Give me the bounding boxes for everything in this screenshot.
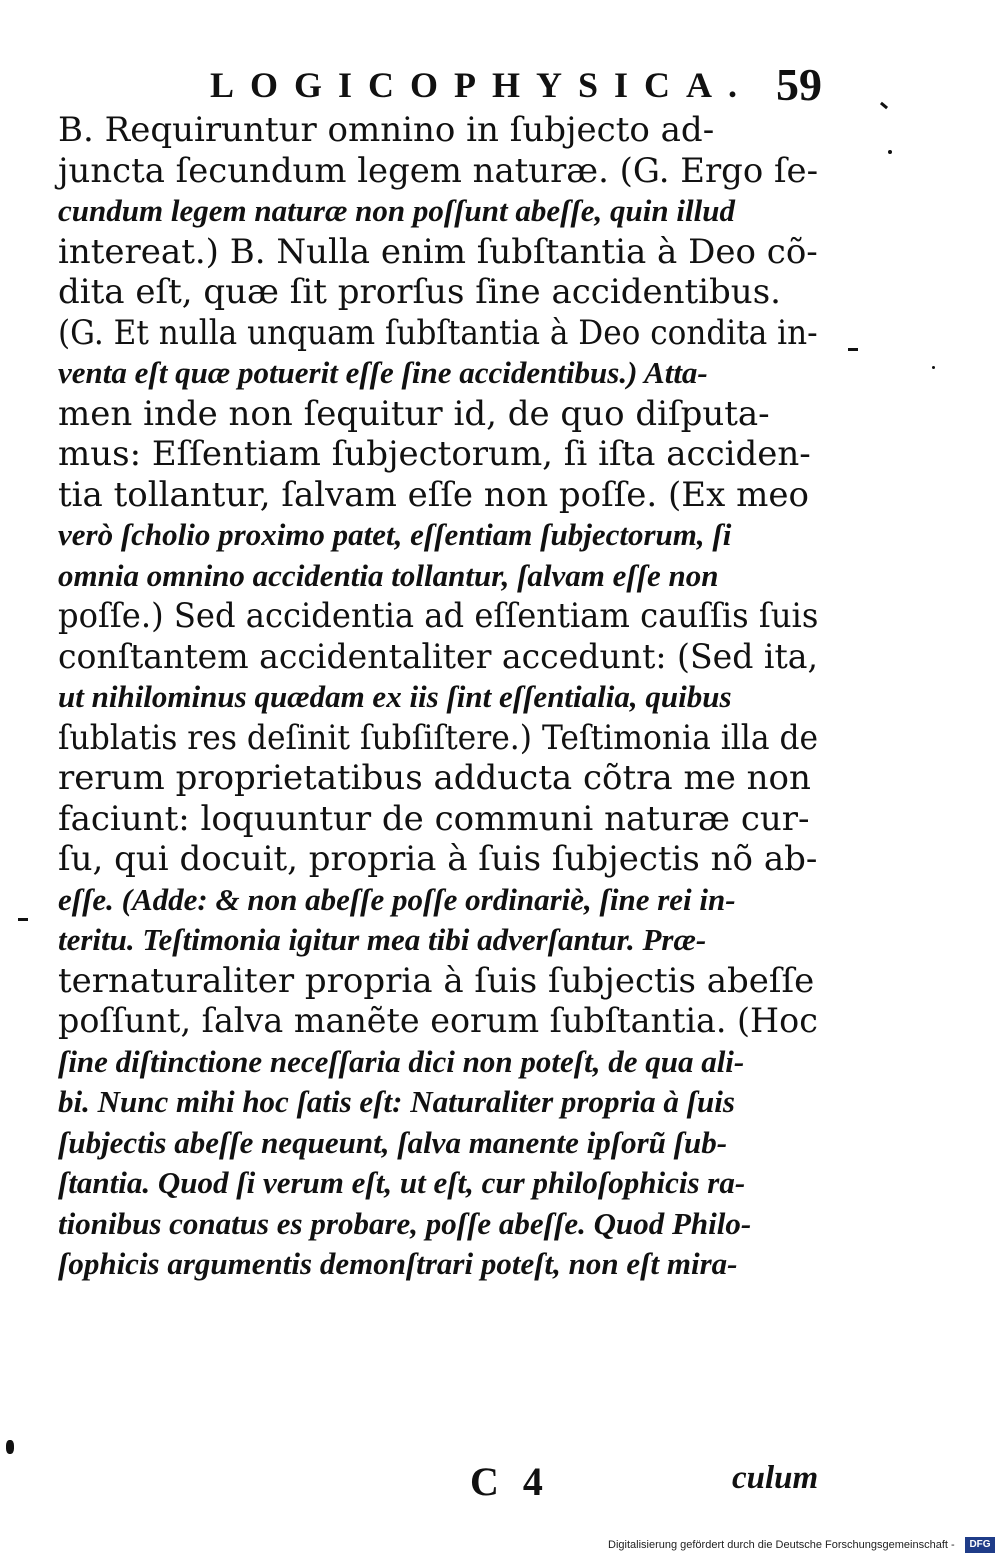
text-line: juncta ſecundum legem naturæ. (G. Ergo ſe- [58,150,819,191]
ink-speck [880,102,888,109]
text-line: tionibus conatus es probare, poſſe abeſſe. Quod Philo- [58,1205,752,1241]
page-number: 59 [776,59,822,110]
page-header [210,58,822,110]
text-line: B. Requiruntur omnino in ſubjecto ad- [58,110,715,150]
text-line: ſine diſtinctione neceſſaria dici non poteſt, de qua ali- [58,1043,745,1079]
text-line: ſublatis res deſinit ſubſiſtere.) Teſtimonia illa de [58,717,819,758]
text-line: verò ſcholio proximo patet, eſſentiam ſubjectorum, ſi [58,517,732,552]
text-line: ſophicis argumentis demonſtrari poteſt, non eſt mira- [58,1246,738,1281]
text-line: poſſunt, ſalva manẽte eorum ſubſtantia. (Hoc [58,1001,818,1041]
text-line: cundum legem naturæ non poſſunt abeſſe, quin illud [58,193,735,228]
text-line: eſſe. (Adde: & non abeſſe poſſe ordinariè, ſine rei in- [58,881,736,917]
text-line: faciunt: loquuntur de communi naturæ cur- [58,798,810,839]
text-line: conſtantem accidentaliter accedunt: (Sed ita, [58,636,819,677]
dfg-logo: DFG [965,1537,995,1553]
text-line: ternaturaliter propria à ſuis ſubjectis abeſſe [58,960,815,1001]
catchword: culum [732,1460,819,1496]
text-line: ſubjectis abeſſe nequeunt, ſalva manente ipſorũ ſub- [58,1124,728,1160]
text-line: omnia omnino accidentia tollantur, ſalvam eſſe non [58,557,719,593]
ink-speck [848,348,858,351]
ink-speck [888,150,892,154]
text-line: poſſe.) Sed accidentia ad eſſentiam cauſſis ſuis [58,596,819,636]
text-line: tia tollantur, ſalvam eſſe non poſſe. (Ex meo [58,474,809,515]
text-line: ſtantia. Quod ſi verum eſt, ut eſt, cur philoſophicis ra- [58,1165,746,1200]
text-line: dita eſt, quæ ſit prorſus ſine accidentibus. [58,272,781,312]
ink-speck [6,1440,14,1454]
body-text [58,110,818,1285]
text-line: mus: Eſſentiam ſubjectorum, ſi iſta acciden- [58,434,811,474]
text-line: bi. Nunc mihi hoc ſatis eſt: Naturaliter propria à ſuis [58,1084,735,1119]
text-line: ſu, qui docuit, propria à ſuis ſubjectis nõ ab- [58,839,818,879]
text-line: ut nihilominus quædam ex iis ſint eſſentialia, quibus [58,679,732,714]
text-line: men inde non ſequitur id, de quo diſputa- [58,393,770,434]
page-footer [0,1458,1000,1508]
text-line: intereat.) B. Nulla enim ſubſtantia à Deo cõ- [58,231,818,272]
digitization-credit: Digitalisierung gefördert durch die Deutsche Forschungsgemeinschaft - [608,1539,955,1551]
text-line: (G. Et nulla unquam ſubſtantia à Deo condita in- [58,312,818,353]
ink-speck [932,366,935,369]
ink-speck [18,918,28,921]
text-line: rerum proprietatibus adducta cõtra me non [58,758,811,798]
signature-mark: C 4 [470,1459,543,1504]
text-line: teritu. Teſtimonia igitur mea tibi adverſantur. Præ- [58,922,707,957]
running-head: LOGICOPHYSICA. [210,65,754,105]
text-line: venta eſt quæ potuerit eſſe ſine accidentibus.) Atta- [58,355,708,390]
